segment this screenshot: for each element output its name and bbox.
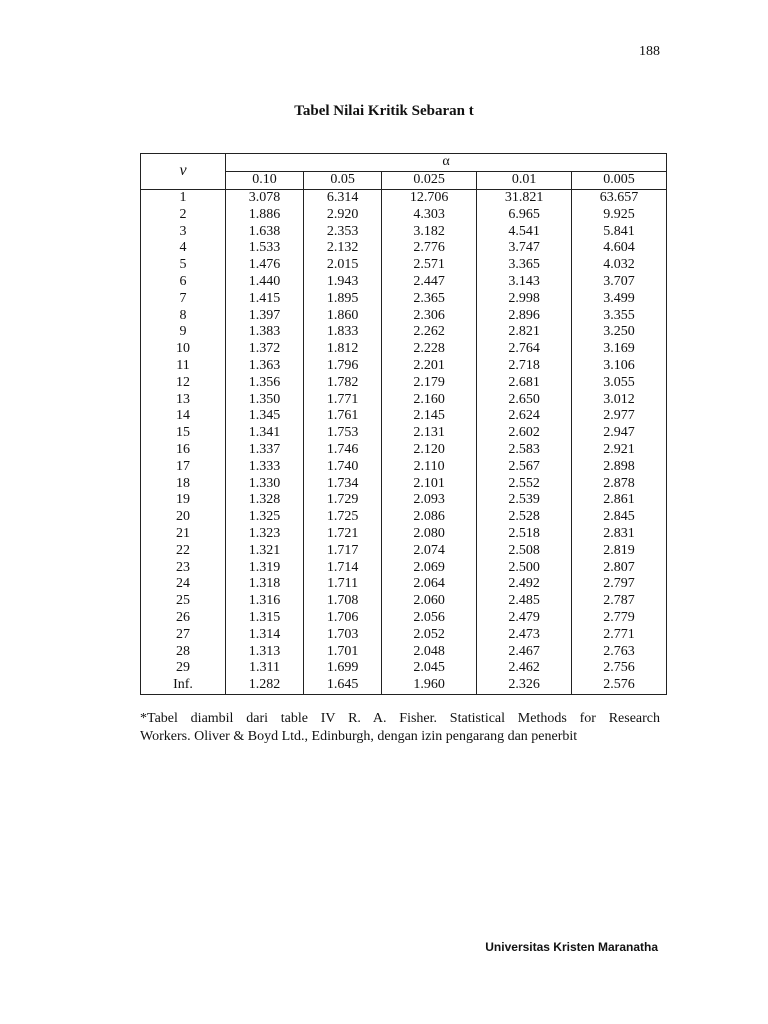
- critical-value-cell: 1.319: [226, 559, 304, 576]
- critical-value-cell: 4.032: [572, 257, 667, 274]
- table-row: [141, 610, 667, 627]
- critical-value-cell: 2.718: [477, 358, 572, 375]
- critical-value-cell: 2.861: [572, 492, 667, 509]
- df-cell: 23: [141, 559, 226, 576]
- critical-value-cell: 2.093: [382, 492, 477, 509]
- critical-value-cell: 2.977: [572, 408, 667, 425]
- critical-value-cell: 2.831: [572, 526, 667, 543]
- critical-value-cell: 2.485: [477, 593, 572, 610]
- critical-value-cell: 2.576: [572, 677, 667, 694]
- critical-value-cell: 2.821: [477, 324, 572, 341]
- critical-value-cell: 3.078: [226, 189, 304, 206]
- df-cell: 17: [141, 458, 226, 475]
- critical-value-cell: 1.383: [226, 324, 304, 341]
- critical-value-cell: 1.341: [226, 425, 304, 442]
- critical-value-cell: 2.878: [572, 475, 667, 492]
- critical-value-cell: 1.337: [226, 442, 304, 459]
- critical-value-cell: 2.787: [572, 593, 667, 610]
- df-cell: 16: [141, 442, 226, 459]
- page-number: 188: [639, 44, 660, 59]
- critical-value-cell: 1.699: [304, 660, 382, 677]
- critical-value-cell: 1.533: [226, 240, 304, 257]
- df-cell: 12: [141, 374, 226, 391]
- critical-value-cell: 2.807: [572, 559, 667, 576]
- critical-value-cell: 6.314: [304, 189, 382, 206]
- critical-value-cell: 2.998: [477, 290, 572, 307]
- critical-value-cell: 2.052: [382, 626, 477, 643]
- critical-value-cell: 1.943: [304, 274, 382, 291]
- df-cell: 26: [141, 610, 226, 627]
- df-cell: 13: [141, 391, 226, 408]
- critical-value-cell: 1.833: [304, 324, 382, 341]
- table-row: [141, 559, 667, 576]
- table-row: [141, 677, 667, 694]
- table-row: [141, 374, 667, 391]
- df-cell: 21: [141, 526, 226, 543]
- footnote-line-2: Workers. Oliver & Boyd Ltd., Edinburgh, dengan izin pengarang dan penerbit: [140, 729, 578, 744]
- critical-value-cell: 9.925: [572, 206, 667, 223]
- df-cell: 2: [141, 206, 226, 223]
- critical-value-cell: 1.318: [226, 576, 304, 593]
- critical-value-cell: 2.763: [572, 643, 667, 660]
- table-row: [141, 626, 667, 643]
- df-cell: 15: [141, 425, 226, 442]
- critical-value-cell: 1.812: [304, 341, 382, 358]
- df-cell: 14: [141, 408, 226, 425]
- alpha-column-header: 0.01: [477, 171, 572, 189]
- critical-value-cell: 1.714: [304, 559, 382, 576]
- critical-value-cell: 1.323: [226, 526, 304, 543]
- table-row: [141, 223, 667, 240]
- critical-value-cell: 2.650: [477, 391, 572, 408]
- df-cell: 28: [141, 643, 226, 660]
- table-row: [141, 660, 667, 677]
- critical-value-cell: 2.518: [477, 526, 572, 543]
- df-cell: 7: [141, 290, 226, 307]
- table-row: [141, 206, 667, 223]
- critical-value-cell: 2.048: [382, 643, 477, 660]
- critical-value-cell: 3.169: [572, 341, 667, 358]
- df-cell: 27: [141, 626, 226, 643]
- critical-value-cell: 1.325: [226, 509, 304, 526]
- critical-value-cell: 4.303: [382, 206, 477, 223]
- table-row: [141, 425, 667, 442]
- critical-value-cell: 3.747: [477, 240, 572, 257]
- critical-value-cell: 1.711: [304, 576, 382, 593]
- critical-value-cell: 2.015: [304, 257, 382, 274]
- critical-value-cell: 2.921: [572, 442, 667, 459]
- critical-value-cell: 2.074: [382, 542, 477, 559]
- critical-value-cell: 1.330: [226, 475, 304, 492]
- critical-value-cell: 1.771: [304, 391, 382, 408]
- critical-value-cell: 1.372: [226, 341, 304, 358]
- critical-value-cell: 1.734: [304, 475, 382, 492]
- critical-value-cell: 2.479: [477, 610, 572, 627]
- critical-value-cell: 1.315: [226, 610, 304, 627]
- critical-value-cell: 2.845: [572, 509, 667, 526]
- critical-value-cell: 1.328: [226, 492, 304, 509]
- alpha-column-header: 0.05: [304, 171, 382, 189]
- df-cell: 9: [141, 324, 226, 341]
- critical-value-cell: 2.624: [477, 408, 572, 425]
- critical-value-cell: 2.492: [477, 576, 572, 593]
- df-cell: 29: [141, 660, 226, 677]
- critical-value-cell: 2.797: [572, 576, 667, 593]
- table-row: [141, 257, 667, 274]
- footnote: [140, 710, 660, 746]
- critical-value-cell: 2.462: [477, 660, 572, 677]
- critical-value-cell: 1.311: [226, 660, 304, 677]
- critical-value-cell: 2.528: [477, 509, 572, 526]
- critical-value-cell: 1.761: [304, 408, 382, 425]
- critical-value-cell: 2.819: [572, 542, 667, 559]
- table-row: [141, 358, 667, 375]
- critical-value-cell: 2.567: [477, 458, 572, 475]
- critical-value-cell: 2.101: [382, 475, 477, 492]
- critical-value-cell: 1.701: [304, 643, 382, 660]
- table-row: [141, 341, 667, 358]
- critical-value-cell: 1.314: [226, 626, 304, 643]
- critical-value-cell: 1.703: [304, 626, 382, 643]
- df-cell: 24: [141, 576, 226, 593]
- critical-value-cell: 2.539: [477, 492, 572, 509]
- critical-value-cell: 1.886: [226, 206, 304, 223]
- critical-value-cell: 1.717: [304, 542, 382, 559]
- critical-value-cell: 3.250: [572, 324, 667, 341]
- table-body: [141, 189, 667, 694]
- critical-value-cell: 1.706: [304, 610, 382, 627]
- df-cell: 10: [141, 341, 226, 358]
- critical-value-cell: 3.143: [477, 274, 572, 291]
- df-cell: 20: [141, 509, 226, 526]
- critical-value-cell: 1.740: [304, 458, 382, 475]
- page-title: Tabel Nilai Kritik Sebaran t: [294, 103, 474, 119]
- df-cell: 1: [141, 189, 226, 206]
- critical-value-cell: 2.060: [382, 593, 477, 610]
- df-cell: 5: [141, 257, 226, 274]
- critical-value-cell: 3.182: [382, 223, 477, 240]
- critical-value-cell: 2.179: [382, 374, 477, 391]
- critical-value-cell: 1.363: [226, 358, 304, 375]
- table-row: [141, 240, 667, 257]
- critical-value-cell: 1.645: [304, 677, 382, 694]
- table-row: [141, 509, 667, 526]
- table-row: [141, 442, 667, 459]
- critical-value-cell: 63.657: [572, 189, 667, 206]
- critical-value-cell: 2.764: [477, 341, 572, 358]
- critical-value-cell: 1.345: [226, 408, 304, 425]
- critical-value-cell: 1.476: [226, 257, 304, 274]
- critical-value-cell: 2.132: [304, 240, 382, 257]
- alpha-column-header: 0.10: [226, 171, 304, 189]
- critical-value-cell: 1.729: [304, 492, 382, 509]
- table-row: [141, 408, 667, 425]
- alpha-header: α: [226, 154, 667, 172]
- critical-value-cell: 2.500: [477, 559, 572, 576]
- critical-value-cell: 1.796: [304, 358, 382, 375]
- table-row: [141, 324, 667, 341]
- critical-value-cell: 1.746: [304, 442, 382, 459]
- table-row: [141, 593, 667, 610]
- critical-value-cell: 1.721: [304, 526, 382, 543]
- critical-value-cell: 3.365: [477, 257, 572, 274]
- critical-value-cell: 2.947: [572, 425, 667, 442]
- critical-value-cell: 1.440: [226, 274, 304, 291]
- critical-value-cell: 2.681: [477, 374, 572, 391]
- footnote-line-1: *Tabel diambil dari table IV R. A. Fisher. Statistical Methods for Research: [140, 711, 660, 726]
- critical-value-cell: 2.131: [382, 425, 477, 442]
- critical-value-cell: 2.086: [382, 509, 477, 526]
- critical-value-cell: 2.045: [382, 660, 477, 677]
- critical-value-cell: 2.365: [382, 290, 477, 307]
- critical-value-cell: 1.316: [226, 593, 304, 610]
- df-cell: 19: [141, 492, 226, 509]
- table-row: [141, 189, 667, 206]
- table-row: [141, 542, 667, 559]
- table-row: [141, 643, 667, 660]
- critical-value-cell: 31.821: [477, 189, 572, 206]
- df-cell: 11: [141, 358, 226, 375]
- critical-value-cell: 1.638: [226, 223, 304, 240]
- df-cell: 22: [141, 542, 226, 559]
- critical-value-cell: 2.508: [477, 542, 572, 559]
- table-row: [141, 391, 667, 408]
- critical-value-cell: 1.860: [304, 307, 382, 324]
- critical-value-cell: 2.145: [382, 408, 477, 425]
- critical-value-cell: 1.350: [226, 391, 304, 408]
- critical-value-cell: 2.201: [382, 358, 477, 375]
- critical-value-cell: 4.604: [572, 240, 667, 257]
- table-row: [141, 576, 667, 593]
- table-row: [141, 492, 667, 509]
- footer-institution: Universitas Kristen Maranatha: [485, 940, 658, 954]
- critical-value-cell: 2.898: [572, 458, 667, 475]
- df-cell: 4: [141, 240, 226, 257]
- critical-value-cell: 2.920: [304, 206, 382, 223]
- critical-value-cell: 2.326: [477, 677, 572, 694]
- alpha-column-header: 0.025: [382, 171, 477, 189]
- t-distribution-table: [140, 153, 667, 695]
- df-cell: 6: [141, 274, 226, 291]
- df-cell: Inf.: [141, 677, 226, 694]
- df-cell: 3: [141, 223, 226, 240]
- critical-value-cell: 3.707: [572, 274, 667, 291]
- critical-value-cell: 1.753: [304, 425, 382, 442]
- table-row: [141, 290, 667, 307]
- critical-value-cell: 2.262: [382, 324, 477, 341]
- critical-value-cell: 1.708: [304, 593, 382, 610]
- critical-value-cell: 2.110: [382, 458, 477, 475]
- table-row: [141, 274, 667, 291]
- critical-value-cell: 3.012: [572, 391, 667, 408]
- critical-value-cell: 1.725: [304, 509, 382, 526]
- alpha-column-header: 0.005: [572, 171, 667, 189]
- critical-value-cell: 2.571: [382, 257, 477, 274]
- critical-value-cell: 2.779: [572, 610, 667, 627]
- critical-value-cell: 2.064: [382, 576, 477, 593]
- critical-value-cell: 1.397: [226, 307, 304, 324]
- table-row: [141, 475, 667, 492]
- df-cell: 18: [141, 475, 226, 492]
- critical-value-cell: 1.960: [382, 677, 477, 694]
- critical-value-cell: 2.228: [382, 341, 477, 358]
- critical-value-cell: 2.896: [477, 307, 572, 324]
- critical-value-cell: 1.282: [226, 677, 304, 694]
- critical-value-cell: 3.106: [572, 358, 667, 375]
- critical-value-cell: 2.120: [382, 442, 477, 459]
- critical-value-cell: 1.415: [226, 290, 304, 307]
- critical-value-cell: 4.541: [477, 223, 572, 240]
- df-header: ν: [141, 154, 226, 190]
- critical-value-cell: 2.447: [382, 274, 477, 291]
- critical-value-cell: 2.056: [382, 610, 477, 627]
- critical-value-cell: 3.499: [572, 290, 667, 307]
- df-cell: 25: [141, 593, 226, 610]
- critical-value-cell: 1.356: [226, 374, 304, 391]
- critical-value-cell: 2.756: [572, 660, 667, 677]
- critical-value-cell: 2.080: [382, 526, 477, 543]
- critical-value-cell: 2.771: [572, 626, 667, 643]
- critical-value-cell: 5.841: [572, 223, 667, 240]
- critical-value-cell: 1.321: [226, 542, 304, 559]
- critical-value-cell: 1.313: [226, 643, 304, 660]
- critical-value-cell: 2.353: [304, 223, 382, 240]
- critical-value-cell: 2.160: [382, 391, 477, 408]
- critical-value-cell: 2.776: [382, 240, 477, 257]
- critical-value-cell: 2.473: [477, 626, 572, 643]
- df-cell: 8: [141, 307, 226, 324]
- critical-value-cell: 3.055: [572, 374, 667, 391]
- critical-value-cell: 2.467: [477, 643, 572, 660]
- critical-value-cell: 1.782: [304, 374, 382, 391]
- critical-value-cell: 2.069: [382, 559, 477, 576]
- critical-value-cell: 12.706: [382, 189, 477, 206]
- critical-value-cell: 2.552: [477, 475, 572, 492]
- table-row: [141, 526, 667, 543]
- critical-value-cell: 1.333: [226, 458, 304, 475]
- critical-value-cell: 2.306: [382, 307, 477, 324]
- critical-value-cell: 2.583: [477, 442, 572, 459]
- table-row: [141, 458, 667, 475]
- table-row: [141, 307, 667, 324]
- critical-value-cell: 3.355: [572, 307, 667, 324]
- critical-value-cell: 1.895: [304, 290, 382, 307]
- critical-value-cell: 2.602: [477, 425, 572, 442]
- critical-value-cell: 6.965: [477, 206, 572, 223]
